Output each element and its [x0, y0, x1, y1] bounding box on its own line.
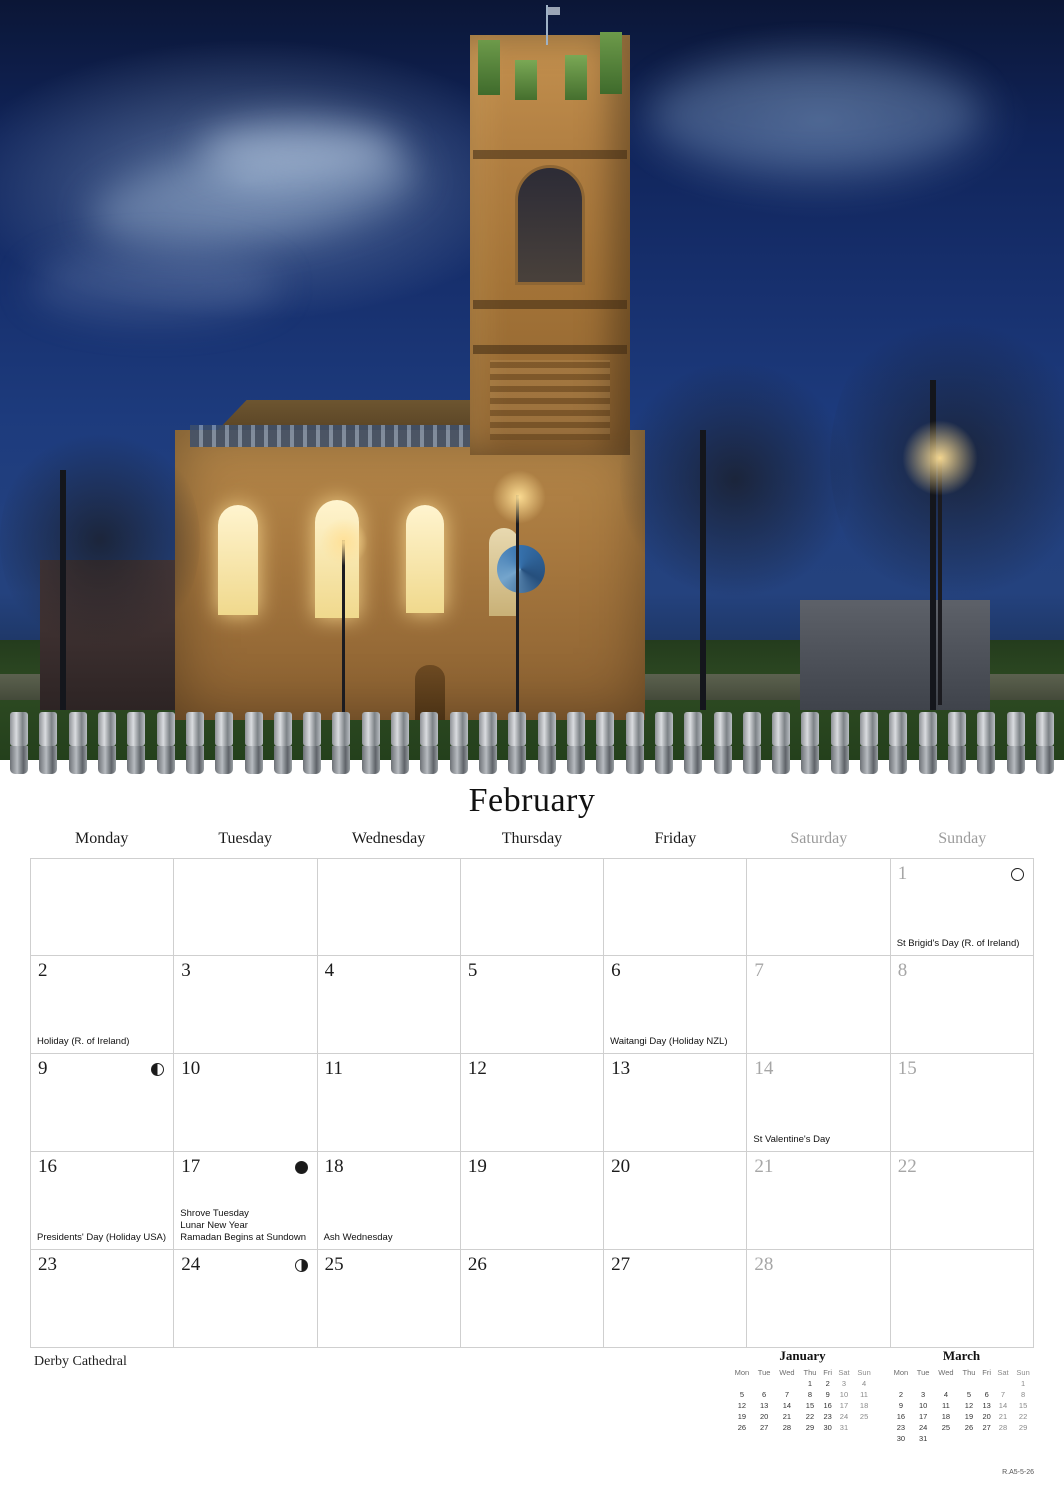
mini-weekday-header: Sat	[997, 1368, 1009, 1377]
mini-day-cell: 9	[898, 1401, 903, 1410]
mini-day-cell	[980, 1433, 994, 1444]
weekday-header: Wednesday	[351, 830, 426, 847]
mini-day-cell: 4	[861, 1379, 867, 1388]
moon-phase-icon	[295, 1259, 308, 1272]
mini-calendars	[730, 1348, 1034, 1444]
mini-calendar-title: January	[779, 1348, 826, 1363]
day-events	[180, 1208, 312, 1244]
weekday-header: Monday	[75, 830, 129, 847]
event-label: Lunar New Year	[180, 1220, 248, 1231]
mini-day-cell: 20	[982, 1412, 991, 1421]
day-number: 26	[467, 1254, 487, 1275]
mini-week-row	[889, 1378, 1034, 1389]
tree-canopy	[0, 420, 200, 660]
product-code: R.A5-5-26	[1002, 1469, 1034, 1476]
mini-day-cell: 6	[762, 1390, 767, 1399]
binding-coil	[801, 712, 819, 774]
cloud-shape	[200, 120, 400, 180]
event-label: Ramadan Begins at Sundown	[180, 1232, 306, 1243]
day-events	[37, 1036, 169, 1048]
calendar-day-cell[interactable]	[318, 956, 461, 1054]
mini-calendar-table	[889, 1367, 1034, 1444]
mini-day-cell: 8	[1020, 1390, 1026, 1399]
weekday-header: Friday	[654, 830, 697, 847]
binding-coil	[186, 712, 204, 774]
mini-week-row	[730, 1400, 875, 1411]
mini-day-cell: 16	[896, 1412, 906, 1421]
binding-coil	[948, 712, 966, 774]
mini-week-row	[889, 1389, 1034, 1400]
binding-coil	[245, 712, 263, 774]
mini-day-cell: 28	[998, 1423, 1008, 1432]
day-events	[753, 1134, 885, 1146]
day-number: 17	[181, 1156, 201, 1177]
mini-day-cell: 15	[805, 1401, 815, 1410]
calendar-day-cell[interactable]	[604, 1054, 747, 1152]
day-number: 13	[611, 1058, 631, 1079]
mini-day-cell: 9	[825, 1390, 830, 1399]
mini-day-cell: 14	[782, 1401, 792, 1410]
mini-day-cell: 12	[964, 1401, 974, 1410]
binding-coil	[714, 712, 732, 774]
nave-window	[218, 505, 258, 615]
moon-phase-icon	[1011, 868, 1024, 881]
event-label: Presidents' Day (Holiday USA)	[37, 1232, 167, 1243]
mini-day-cell: 4	[943, 1390, 949, 1399]
calendar-week-row	[30, 1152, 1034, 1250]
binding-coil	[772, 712, 790, 774]
binding-coil	[743, 712, 761, 774]
mini-day-cell: 21	[998, 1412, 1008, 1421]
mini-day-cell: 29	[1018, 1423, 1028, 1432]
binding-coil	[538, 712, 556, 774]
month-title: February	[468, 782, 596, 819]
tower-pinnacle	[478, 40, 500, 95]
calendar-empty-cell	[747, 858, 890, 956]
mini-day-cell: 27	[759, 1423, 769, 1432]
mini-day-cell: 28	[782, 1423, 792, 1432]
calendar-empty-cell	[604, 858, 747, 956]
binding-coil	[127, 712, 145, 774]
binding-coil	[391, 712, 409, 774]
day-number: 12	[467, 1058, 487, 1079]
lamp-glow	[320, 518, 368, 566]
binding-coil	[596, 712, 614, 774]
event-label: Waitangi Day (Holiday NZL)	[610, 1036, 728, 1047]
mini-day-cell: 27	[982, 1423, 991, 1432]
mini-day-cell: 29	[805, 1423, 815, 1432]
calendar-week-row	[30, 1054, 1034, 1152]
calendar-day-cell[interactable]	[891, 1054, 1034, 1152]
calendar-empty-cell	[174, 858, 317, 956]
day-number: 3	[181, 960, 191, 981]
calendar-day-cell[interactable]	[747, 1054, 890, 1152]
tower-pinnacle	[515, 60, 537, 100]
mini-day-cell: 18	[941, 1412, 951, 1421]
moon-phase-icon	[295, 1161, 308, 1174]
day-number: 27	[611, 1254, 631, 1275]
day-number: 22	[897, 1156, 917, 1177]
day-number: 6	[611, 960, 621, 981]
calendar-footer	[30, 1348, 1034, 1476]
mini-day-cell	[913, 1378, 934, 1389]
event-label: St Brigid's Day (R. of Ireland)	[896, 938, 1020, 949]
day-number: 28	[754, 1254, 774, 1275]
binding-coil	[215, 712, 233, 774]
mini-day-cell: 20	[759, 1412, 769, 1421]
mini-weekday-header: Sat	[838, 1368, 850, 1377]
calendar-day-cell[interactable]	[174, 1250, 317, 1348]
mini-day-cell: 2	[825, 1379, 830, 1388]
street-lamp-post	[342, 540, 345, 715]
tower-string-course	[473, 345, 627, 354]
mini-day-cell: 24	[839, 1412, 849, 1421]
mini-week-row	[889, 1400, 1034, 1411]
calendar-day-cell[interactable]	[318, 1250, 461, 1348]
mini-day-cell	[958, 1378, 979, 1389]
calendar-day-cell[interactable]	[891, 1152, 1034, 1250]
mini-day-cell	[853, 1422, 875, 1433]
day-number: 19	[467, 1156, 487, 1177]
mini-day-cell	[889, 1378, 913, 1389]
calendar-day-cell[interactable]	[30, 1250, 174, 1348]
binding-coil	[889, 712, 907, 774]
event-label: Shrove Tuesday	[180, 1208, 249, 1219]
binding-coil	[655, 712, 673, 774]
cloud-shape	[30, 250, 280, 320]
mini-day-cell: 21	[782, 1412, 792, 1421]
calendar-day-cell[interactable]	[30, 956, 174, 1054]
event-label: Ash Wednesday	[323, 1232, 393, 1243]
binding-coil	[420, 712, 438, 774]
mini-day-cell	[994, 1378, 1012, 1389]
day-number: 7	[754, 960, 764, 981]
tower-string-course	[473, 150, 627, 159]
binding-coil	[450, 712, 468, 774]
mini-day-cell: 31	[918, 1434, 928, 1443]
lamp-glow	[902, 420, 978, 496]
tower-pinnacle	[600, 32, 622, 94]
day-number: 1	[897, 863, 908, 884]
mini-day-cell: 7	[784, 1390, 790, 1399]
mini-day-cell: 30	[896, 1434, 906, 1443]
day-number: 2	[38, 960, 48, 981]
binding-coil	[626, 712, 644, 774]
wire-binding	[0, 712, 1064, 774]
mini-weekday-header: Sun	[1016, 1368, 1030, 1377]
mini-day-cell: 19	[964, 1412, 974, 1421]
calendar-empty-cell	[318, 858, 461, 956]
mini-day-cell: 22	[805, 1412, 815, 1421]
tree-trunk	[60, 470, 66, 710]
calendar-day-cell[interactable]	[30, 1054, 174, 1152]
mini-day-cell: 15	[1018, 1401, 1028, 1410]
day-number: 9	[38, 1058, 48, 1079]
moon-phase-icon	[151, 1063, 164, 1076]
calendar-weeks	[30, 858, 1034, 1348]
mini-week-row	[889, 1422, 1034, 1433]
calendar-day-cell[interactable]	[747, 1250, 890, 1348]
mini-day-cell: 1	[1020, 1379, 1026, 1388]
day-number: 4	[324, 960, 335, 981]
mini-day-cell: 22	[1018, 1412, 1028, 1421]
binding-coil	[362, 712, 380, 774]
event-label: Holiday (R. of Ireland)	[37, 1036, 130, 1047]
mini-weekday-header: Fri	[982, 1368, 992, 1377]
tree-trunk	[700, 430, 706, 710]
mini-day-cell: 6	[984, 1390, 989, 1399]
nave-window	[406, 505, 444, 613]
mini-weekday-header: Wed	[779, 1368, 795, 1377]
calendar-day-cell[interactable]	[174, 1152, 317, 1250]
binding-coil	[1036, 712, 1054, 774]
calendar-day-cell[interactable]	[461, 956, 604, 1054]
lamp-glow	[492, 470, 546, 524]
calendar-day-cell[interactable]	[891, 858, 1034, 956]
calendar-page	[0, 778, 1064, 1500]
mini-day-cell: 26	[964, 1423, 974, 1432]
flagpole	[546, 5, 548, 45]
mini-day-cell: 31	[839, 1423, 849, 1432]
mini-calendar	[730, 1348, 875, 1444]
binding-coil	[831, 712, 849, 774]
binding-coil	[98, 712, 116, 774]
binding-coil	[10, 712, 28, 774]
weekday-header-row	[30, 826, 1034, 858]
mini-weekday-header: Mon	[893, 1368, 909, 1377]
calendar-day-cell[interactable]	[891, 956, 1034, 1054]
tower-window	[515, 165, 585, 285]
day-events	[37, 1232, 169, 1244]
calendar-day-cell[interactable]	[30, 1152, 174, 1250]
mini-day-cell: 17	[918, 1412, 928, 1421]
binding-coil	[274, 712, 292, 774]
weekday-header: Thursday	[501, 830, 563, 847]
weekday-header: Saturday	[790, 830, 848, 847]
tower-pinnacle	[565, 55, 587, 100]
mini-day-cell: 25	[859, 1412, 869, 1421]
mini-weekday-header: Tue	[916, 1368, 930, 1377]
calendar-day-cell[interactable]	[461, 1152, 604, 1250]
day-number: 5	[467, 960, 478, 981]
mini-day-cell: 16	[823, 1401, 832, 1410]
day-number: 15	[897, 1058, 917, 1079]
mini-day-cell: 12	[737, 1401, 747, 1410]
mini-week-row	[730, 1422, 875, 1433]
calendar-week-row	[30, 1250, 1034, 1348]
binding-coil	[479, 712, 497, 774]
weekday-header: Sunday	[938, 830, 987, 847]
mini-weekday-header: Thu	[803, 1368, 817, 1377]
calendar-day-cell[interactable]	[747, 1152, 890, 1250]
weekday-header: Tuesday	[218, 830, 272, 847]
mini-week-row	[730, 1411, 875, 1422]
binding-coil	[977, 712, 995, 774]
day-number: 8	[897, 960, 908, 981]
day-events	[324, 1232, 456, 1244]
binding-coil	[69, 712, 87, 774]
calendar-week-row	[30, 858, 1034, 956]
calendar-day-cell[interactable]	[174, 956, 317, 1054]
day-number: 11	[324, 1058, 343, 1079]
calendar-day-cell[interactable]	[604, 1152, 747, 1250]
tower-string-course	[473, 300, 627, 309]
calendar-day-cell[interactable]	[318, 1054, 461, 1152]
day-number: 14	[754, 1058, 774, 1079]
mini-weekday-header: Wed	[938, 1368, 954, 1377]
day-number: 24	[181, 1254, 201, 1275]
mini-day-cell	[958, 1433, 979, 1444]
mini-day-cell	[730, 1378, 754, 1389]
mini-day-cell: 23	[823, 1412, 832, 1421]
stained-glass-window	[497, 545, 545, 593]
event-label: St Valentine's Day	[753, 1134, 831, 1145]
calendar-day-cell[interactable]	[604, 1250, 747, 1348]
mini-weekday-header: Sun	[857, 1368, 871, 1377]
mini-calendar	[889, 1348, 1034, 1444]
calendar-day-cell[interactable]	[604, 956, 747, 1054]
cathedral-balustrade	[190, 425, 490, 447]
binding-coil	[303, 712, 321, 774]
mini-day-cell	[754, 1378, 775, 1389]
mini-weekday-header: Mon	[734, 1368, 750, 1377]
mini-calendar-table	[730, 1367, 875, 1433]
mini-day-cell	[933, 1378, 958, 1389]
mini-day-cell: 18	[859, 1401, 869, 1410]
tree-canopy	[620, 350, 850, 610]
day-number: 20	[611, 1156, 631, 1177]
binding-coil	[1007, 712, 1025, 774]
mini-day-cell: 2	[898, 1390, 903, 1399]
binding-coil	[508, 712, 526, 774]
mini-calendar-title: March	[942, 1348, 981, 1363]
mini-day-cell: 19	[737, 1412, 747, 1421]
calendar-day-cell[interactable]	[318, 1152, 461, 1250]
tower-tracery	[490, 360, 610, 440]
mini-week-row	[730, 1378, 875, 1389]
mini-week-row	[730, 1389, 875, 1400]
calendar-day-cell[interactable]	[461, 1250, 604, 1348]
mini-day-cell: 11	[942, 1401, 950, 1410]
mini-day-cell: 5	[966, 1390, 972, 1399]
photo-caption: Derby Cathedral	[34, 1354, 127, 1369]
binding-coil	[684, 712, 702, 774]
day-events	[610, 1036, 742, 1048]
binding-coil	[332, 712, 350, 774]
binding-coil	[919, 712, 937, 774]
binding-coil	[860, 712, 878, 774]
mini-day-cell: 11	[860, 1390, 868, 1399]
calendar-empty-cell	[461, 858, 604, 956]
mini-day-cell	[994, 1433, 1012, 1444]
mini-day-cell: 13	[759, 1401, 769, 1410]
mini-week-row	[889, 1433, 1034, 1444]
mini-day-cell: 3	[841, 1379, 847, 1388]
mini-day-cell: 23	[896, 1423, 906, 1432]
calendar-day-cell[interactable]	[747, 956, 890, 1054]
calendar-day-cell[interactable]	[461, 1054, 604, 1152]
mini-day-cell: 5	[739, 1390, 744, 1399]
calendar-day-cell[interactable]	[174, 1054, 317, 1152]
mini-week-row	[889, 1411, 1034, 1422]
binding-coil	[39, 712, 57, 774]
mini-weekday-header: Fri	[823, 1368, 833, 1377]
mini-day-cell: 25	[941, 1423, 951, 1432]
day-number: 21	[754, 1156, 774, 1177]
mini-day-cell	[774, 1378, 799, 1389]
day-number: 16	[38, 1156, 57, 1177]
mini-day-cell	[1012, 1433, 1034, 1444]
mini-weekday-header: Tue	[757, 1368, 771, 1377]
mini-day-cell: 10	[918, 1401, 928, 1410]
mini-day-cell: 10	[839, 1390, 849, 1399]
mini-day-cell: 14	[998, 1401, 1008, 1410]
calendar-week-row	[30, 956, 1034, 1054]
mini-day-cell: 13	[982, 1401, 991, 1410]
day-number: 25	[324, 1254, 344, 1275]
mini-day-cell: 8	[807, 1390, 813, 1399]
mini-day-cell: 24	[918, 1423, 928, 1432]
mini-day-cell: 30	[823, 1423, 832, 1432]
cloud-shape	[650, 60, 980, 170]
day-number: 23	[38, 1254, 57, 1275]
mini-day-cell	[933, 1433, 958, 1444]
mini-day-cell: 7	[1000, 1390, 1006, 1399]
calendar-grid	[30, 826, 1034, 1348]
mini-day-cell: 3	[921, 1390, 926, 1399]
mini-day-cell: 26	[737, 1423, 747, 1432]
binding-coil	[157, 712, 175, 774]
mini-weekday-header: Thu	[962, 1368, 976, 1377]
day-events	[897, 938, 1029, 950]
day-number: 18	[324, 1156, 344, 1177]
mini-day-cell: 17	[839, 1401, 849, 1410]
mini-day-cell	[980, 1378, 994, 1389]
day-number: 10	[181, 1058, 201, 1079]
calendar-empty-cell	[891, 1250, 1034, 1348]
mini-day-cell: 1	[807, 1379, 813, 1388]
calendar-empty-cell	[30, 858, 174, 956]
binding-coil	[567, 712, 585, 774]
street-lamp-post	[516, 495, 519, 715]
